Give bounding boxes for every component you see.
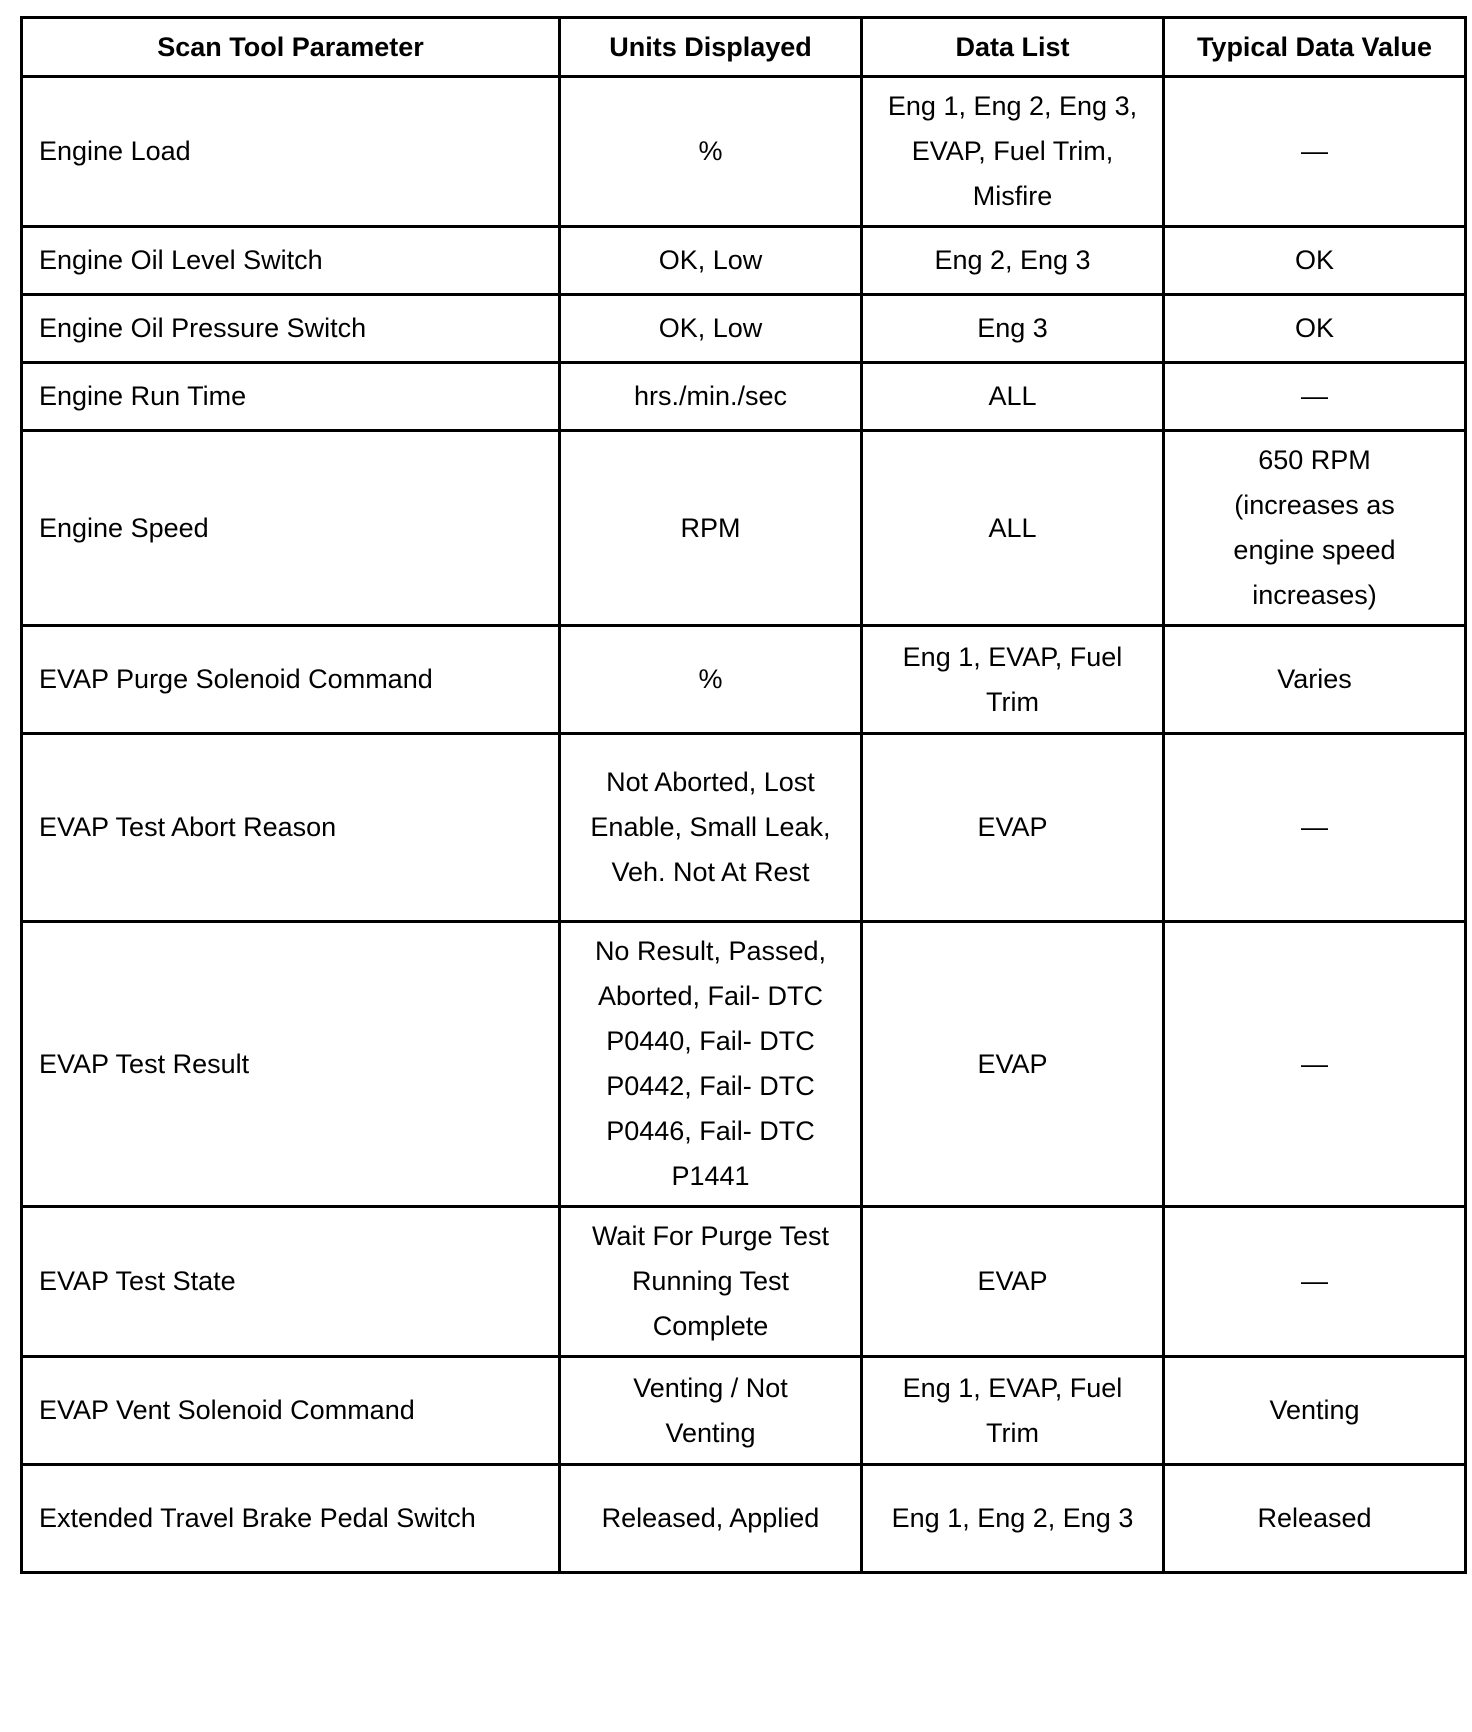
column-header-parameter: Scan Tool Parameter [22,18,560,77]
data-list-cell: Eng 1, EVAP, Fuel Trim [862,1357,1164,1465]
units-cell: hrs./min./sec [560,363,862,431]
data-list-cell: Eng 2, Eng 3 [862,227,1164,295]
parameter-cell: Extended Travel Brake Pedal Switch [22,1465,560,1573]
parameter-cell: EVAP Purge Solenoid Command [22,626,560,734]
typical-value-cell: Venting [1164,1357,1466,1465]
parameter-cell: Engine Speed [22,431,560,626]
parameter-cell: Engine Run Time [22,363,560,431]
typical-value-cell: — [1164,363,1466,431]
column-header-typical-value: Typical Data Value [1164,18,1466,77]
units-cell: No Result, Passed, Aborted, Fail- DTC P0440, Fail- DTC P0442, Fail- DTC P0446, Fail- DTC P1441 [560,922,862,1207]
table-row [22,227,1466,295]
table-row [22,1207,1466,1357]
typical-value-cell: Varies [1164,626,1466,734]
parameter-cell: Engine Load [22,77,560,227]
units-cell: % [560,77,862,227]
data-list-cell: EVAP [862,922,1164,1207]
parameter-cell: EVAP Test Result [22,922,560,1207]
data-list-cell: ALL [862,363,1164,431]
units-cell: RPM [560,431,862,626]
typical-value-cell: Released [1164,1465,1466,1573]
units-cell: % [560,626,862,734]
parameter-cell: Engine Oil Level Switch [22,227,560,295]
units-cell: Venting / Not Venting [560,1357,862,1465]
typical-value-cell: — [1164,1207,1466,1357]
parameter-cell: Engine Oil Pressure Switch [22,295,560,363]
units-cell: Wait For Purge Test Running Test Complete [560,1207,862,1357]
typical-value-cell: — [1164,77,1466,227]
data-list-cell: Eng 1, Eng 2, Eng 3, EVAP, Fuel Trim, Misfire [862,77,1164,227]
parameter-cell: EVAP Test State [22,1207,560,1357]
data-list-cell: Eng 1, EVAP, Fuel Trim [862,626,1164,734]
table-row [22,1357,1466,1465]
header-row [22,18,1466,77]
data-list-cell: EVAP [862,734,1164,922]
table-row [22,77,1466,227]
data-list-cell: Eng 3 [862,295,1164,363]
typical-value-cell: OK [1164,227,1466,295]
table-row [22,363,1466,431]
data-list-cell: Eng 1, Eng 2, Eng 3 [862,1465,1164,1573]
data-list-cell: ALL [862,431,1164,626]
scan-tool-data-table [20,16,1467,1574]
column-header-data-list: Data List [862,18,1164,77]
typical-value-cell: 650 RPM (increases as engine speed increases) [1164,431,1466,626]
table-row [22,431,1466,626]
table-row [22,626,1466,734]
units-cell: Released, Applied [560,1465,862,1573]
typical-value-cell: — [1164,922,1466,1207]
table-row [22,1465,1466,1573]
data-list-cell: EVAP [862,1207,1164,1357]
units-cell: OK, Low [560,227,862,295]
typical-value-cell: — [1164,734,1466,922]
parameter-cell: EVAP Test Abort Reason [22,734,560,922]
column-header-units: Units Displayed [560,18,862,77]
parameter-cell: EVAP Vent Solenoid Command [22,1357,560,1465]
typical-value-cell: OK [1164,295,1466,363]
units-cell: Not Aborted, Lost Enable, Small Leak, Veh. Not At Rest [560,734,862,922]
units-cell: OK, Low [560,295,862,363]
table-row [22,734,1466,922]
table-row [22,295,1466,363]
scan-tool-data-sheet [20,16,1467,1574]
table-row [22,922,1466,1207]
